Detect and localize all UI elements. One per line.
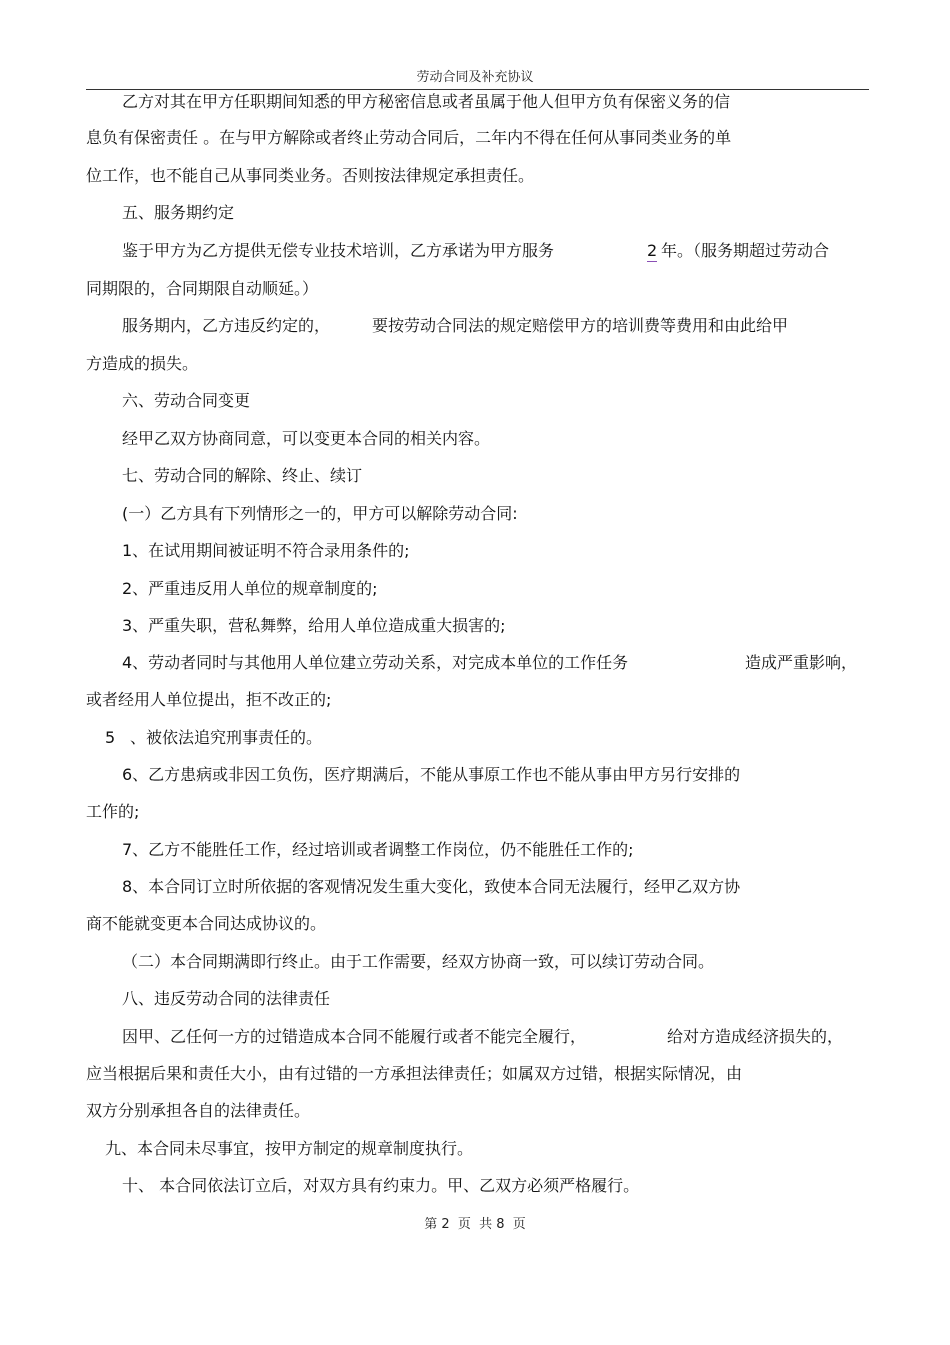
body-line: 年。（服务期超过劳动合: [661, 241, 830, 260]
body-line: 同期限的，合同期限自动顺延。）: [86, 279, 319, 298]
body-line: 工作的;: [86, 802, 140, 821]
body-line: （二）本合同期满即行终止。由于工作需要，经双方协商一致，可以续订劳动合同。: [122, 952, 715, 971]
service-years-value: 2: [647, 241, 658, 260]
body-line: 或者经用人单位提出，拒不改正的;: [86, 690, 332, 709]
header-title: 劳动合同及补充协议: [416, 70, 534, 85]
section-heading: 七、劳动合同的解除、终止、续订: [122, 466, 363, 485]
body-line: 鉴于甲方为乙方提供无偿专业技术培训，乙方承诺为甲方服务: [122, 241, 555, 260]
section-heading: 五、服务期约定: [122, 203, 235, 222]
body-line: 给对方造成经济损失的，: [667, 1027, 844, 1046]
page-number: 第 2 页 共 8 页: [424, 1217, 526, 1232]
list-item: 3、严重失职，营私舞弊，给用人单位造成重大损害的;: [122, 616, 506, 635]
body-line: 乙方对其在甲方任职期间知悉的甲方秘密信息或者虽属于他人但甲方负有保密义务的信: [122, 92, 731, 111]
body-line: 商不能就变更本合同达成协议的。: [86, 914, 327, 933]
list-item: 1、在试用期间被证明不符合录用条件的;: [122, 541, 410, 560]
body-line: 位工作，也不能自己从事同类业务。否则按法律规定承担责任。: [86, 166, 535, 185]
section-heading: 八、违反劳动合同的法律责任: [122, 989, 331, 1008]
section-heading: 九、本合同未尽事宜，按甲方制定的规章制度执行。: [105, 1139, 474, 1158]
body-line: 应当根据后果和责任大小，由有过错的一方承担法律责任；如属双方过错，根据实际情况，由: [86, 1064, 743, 1083]
list-item: 6、乙方患病或非因工负伤，医疗期满后，不能从事原工作也不能从事由甲方另行安排的: [122, 765, 741, 784]
list-item: 、被依法追究刑事责任的。: [130, 728, 323, 747]
list-item: 2、严重违反用人单位的规章制度的;: [122, 579, 378, 598]
body-line: 经甲乙双方协商同意，可以变更本合同的相关内容。: [122, 429, 491, 448]
list-item: 4、劳动者同时与其他用人单位建立劳动关系，对完成本单位的工作任务: [122, 653, 629, 672]
body-line: 息负有保密责任 。在与甲方解除或者终止劳动合同后，二年内不得在任何从事同类业务的单: [86, 128, 732, 147]
header-divider: [86, 89, 869, 90]
list-item: 7、乙方不能胜任工作，经过培训或者调整工作岗位，仍不能胜任工作的;: [122, 840, 634, 859]
body-line: 因甲、乙任何一方的过错造成本合同不能履行或者不能完全履行，: [122, 1027, 587, 1046]
body-line: 方造成的损失。: [86, 354, 199, 373]
body-line: 要按劳动合同法的规定赔偿甲方的培训费等费用和由此给甲: [372, 316, 789, 335]
body-line: 双方分别承担各自的法律责任。: [86, 1101, 311, 1120]
section-heading: 十、 本合同依法订立后，对双方具有约束力。甲、乙双方必须严格履行。: [122, 1176, 640, 1195]
section-heading: 六、劳动合同变更: [122, 391, 251, 410]
body-line: (一）乙方具有下列情形之一的，甲方可以解除劳动合同:: [122, 504, 518, 523]
body-line: 服务期内，乙方违反约定的，: [122, 316, 331, 335]
list-item: 8、本合同订立时所依据的客观情况发生重大变化，致使本合同无法履行，经甲乙双方协: [122, 877, 741, 896]
list-item-number: 5: [105, 728, 116, 747]
list-item: 造成严重影响，: [745, 653, 858, 672]
